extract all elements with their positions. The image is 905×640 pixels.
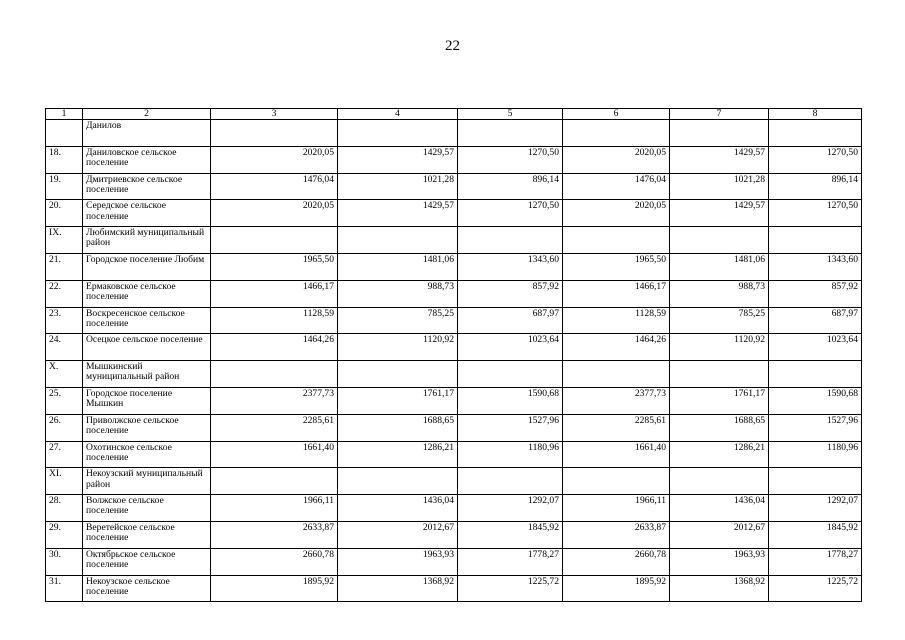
value-cell-col-7: 1429,57 bbox=[670, 200, 769, 227]
value-cell-col-7: 1021,28 bbox=[670, 173, 769, 200]
value-cell-col-8: 857,92 bbox=[769, 280, 862, 307]
value-cell-col-6: 2633,87 bbox=[563, 521, 670, 548]
value-cell-col-8: 1590,68 bbox=[769, 387, 862, 414]
table-row bbox=[46, 200, 862, 227]
table-row bbox=[46, 146, 862, 173]
value-cell-col-6: 1128,59 bbox=[563, 307, 670, 334]
row-number-cell: 21. bbox=[46, 253, 83, 280]
table-row bbox=[46, 387, 862, 414]
value-cell-col-3 bbox=[211, 468, 338, 495]
column-header: 7 bbox=[670, 109, 769, 120]
value-cell-col-6: 2020,05 bbox=[563, 200, 670, 227]
settlement-name-cell: Охотинское сельское поселение bbox=[83, 441, 211, 468]
row-number-cell: X. bbox=[46, 361, 83, 388]
row-number-cell: 20. bbox=[46, 200, 83, 227]
value-cell-col-6: 2020,05 bbox=[563, 146, 670, 173]
settlement-name-cell: Октябрьское сельское поселение bbox=[83, 548, 211, 575]
settlement-name-cell: Приволжское сельское поселение bbox=[83, 414, 211, 441]
value-cell-col-5: 1590,68 bbox=[458, 387, 563, 414]
value-cell-col-3: 1965,50 bbox=[211, 253, 338, 280]
value-cell-col-7: 1429,57 bbox=[670, 146, 769, 173]
value-cell-col-4: 1120,92 bbox=[338, 334, 458, 361]
value-cell-col-5: 1292,07 bbox=[458, 495, 563, 522]
value-cell-col-7 bbox=[670, 227, 769, 254]
table-row bbox=[46, 120, 862, 147]
value-cell-col-8: 1270,50 bbox=[769, 146, 862, 173]
value-cell-col-7: 1688,65 bbox=[670, 414, 769, 441]
table-row bbox=[46, 173, 862, 200]
table-row bbox=[46, 468, 862, 495]
value-cell-col-6: 2377,73 bbox=[563, 387, 670, 414]
value-cell-col-8: 1225,72 bbox=[769, 575, 862, 602]
table-row bbox=[46, 253, 862, 280]
settlement-name-cell: Некоузское сельское поселение bbox=[83, 575, 211, 602]
value-cell-col-4: 1761,17 bbox=[338, 387, 458, 414]
value-cell-col-4: 1021,28 bbox=[338, 173, 458, 200]
value-cell-col-8: 1845,92 bbox=[769, 521, 862, 548]
row-number-cell: 27. bbox=[46, 441, 83, 468]
value-cell-col-6: 2660,78 bbox=[563, 548, 670, 575]
row-number-cell: 29. bbox=[46, 521, 83, 548]
column-header: 2 bbox=[83, 109, 211, 120]
settlement-name-cell: Мышкинский муниципальный район bbox=[83, 361, 211, 388]
row-number-cell: 22. bbox=[46, 280, 83, 307]
value-cell-col-8 bbox=[769, 468, 862, 495]
row-number-cell: 18. bbox=[46, 146, 83, 173]
value-cell-col-7: 1963,93 bbox=[670, 548, 769, 575]
row-number-cell: 28. bbox=[46, 495, 83, 522]
settlement-name-cell: Даниловское сельское поселение bbox=[83, 146, 211, 173]
value-cell-col-8: 1778,27 bbox=[769, 548, 862, 575]
value-cell-col-5 bbox=[458, 120, 563, 147]
value-cell-col-6: 2285,61 bbox=[563, 414, 670, 441]
value-cell-col-3: 2660,78 bbox=[211, 548, 338, 575]
value-cell-col-3: 2285,61 bbox=[211, 414, 338, 441]
settlement-name-cell: Некоузский муниципальный район bbox=[83, 468, 211, 495]
table-row bbox=[46, 575, 862, 602]
value-cell-col-5: 1023,64 bbox=[458, 334, 563, 361]
row-number-cell: 30. bbox=[46, 548, 83, 575]
row-number-cell: IX. bbox=[46, 227, 83, 254]
value-cell-col-7 bbox=[670, 120, 769, 147]
table-row bbox=[46, 361, 862, 388]
value-cell-col-5: 857,92 bbox=[458, 280, 563, 307]
column-header: 3 bbox=[211, 109, 338, 120]
value-cell-col-5: 1270,50 bbox=[458, 146, 563, 173]
settlement-name-cell: Веретейское сельское поселение bbox=[83, 521, 211, 548]
table-row bbox=[46, 495, 862, 522]
row-number-cell: 31. bbox=[46, 575, 83, 602]
value-cell-col-3: 1661,40 bbox=[211, 441, 338, 468]
value-cell-col-3: 1464,26 bbox=[211, 334, 338, 361]
row-number-cell: 26. bbox=[46, 414, 83, 441]
value-cell-col-7: 2012,67 bbox=[670, 521, 769, 548]
column-header: 6 bbox=[563, 109, 670, 120]
value-cell-col-4: 785,25 bbox=[338, 307, 458, 334]
value-cell-col-3: 1966,11 bbox=[211, 495, 338, 522]
value-cell-col-3: 1128,59 bbox=[211, 307, 338, 334]
value-cell-col-5 bbox=[458, 361, 563, 388]
value-cell-col-3: 1895,92 bbox=[211, 575, 338, 602]
value-cell-col-4 bbox=[338, 120, 458, 147]
value-cell-col-8: 687,97 bbox=[769, 307, 862, 334]
value-cell-col-8 bbox=[769, 227, 862, 254]
value-cell-col-6: 1466,17 bbox=[563, 280, 670, 307]
value-cell-col-8: 1180,96 bbox=[769, 441, 862, 468]
value-cell-col-7: 1481,06 bbox=[670, 253, 769, 280]
value-cell-col-8: 1527,96 bbox=[769, 414, 862, 441]
table-row bbox=[46, 334, 862, 361]
settlement-name-cell: Воскресенское сельское поселение bbox=[83, 307, 211, 334]
value-cell-col-6 bbox=[563, 227, 670, 254]
value-cell-col-4: 988,73 bbox=[338, 280, 458, 307]
value-cell-col-3: 2633,87 bbox=[211, 521, 338, 548]
value-cell-col-8: 1292,07 bbox=[769, 495, 862, 522]
row-number-cell: XI. bbox=[46, 468, 83, 495]
value-cell-col-7: 785,25 bbox=[670, 307, 769, 334]
row-number-cell: 25. bbox=[46, 387, 83, 414]
table-row bbox=[46, 521, 862, 548]
value-cell-col-3: 2020,05 bbox=[211, 146, 338, 173]
value-cell-col-6: 1965,50 bbox=[563, 253, 670, 280]
value-cell-col-3: 2020,05 bbox=[211, 200, 338, 227]
table-row bbox=[46, 548, 862, 575]
value-cell-col-6 bbox=[563, 120, 670, 147]
value-cell-col-5: 1225,72 bbox=[458, 575, 563, 602]
value-cell-col-7: 1286,21 bbox=[670, 441, 769, 468]
value-cell-col-4: 1429,57 bbox=[338, 146, 458, 173]
value-cell-col-4: 1429,57 bbox=[338, 200, 458, 227]
settlement-name-cell: Городское поселение Любим bbox=[83, 253, 211, 280]
value-cell-col-4: 1436,04 bbox=[338, 495, 458, 522]
value-cell-col-6: 1464,26 bbox=[563, 334, 670, 361]
value-cell-col-3: 1476,04 bbox=[211, 173, 338, 200]
value-cell-col-4: 1963,93 bbox=[338, 548, 458, 575]
value-cell-col-7: 1120,92 bbox=[670, 334, 769, 361]
value-cell-col-7: 1368,92 bbox=[670, 575, 769, 602]
value-cell-col-6: 1895,92 bbox=[563, 575, 670, 602]
value-cell-col-8 bbox=[769, 361, 862, 388]
column-header: 4 bbox=[338, 109, 458, 120]
column-header: 8 bbox=[769, 109, 862, 120]
table-row bbox=[46, 280, 862, 307]
value-cell-col-7 bbox=[670, 361, 769, 388]
value-cell-col-5: 1778,27 bbox=[458, 548, 563, 575]
value-cell-col-5 bbox=[458, 227, 563, 254]
settlement-name-cell: Дмитриевское сельское поселение bbox=[83, 173, 211, 200]
row-number-cell bbox=[46, 120, 83, 147]
value-cell-col-4: 1286,21 bbox=[338, 441, 458, 468]
value-cell-col-5: 1845,92 bbox=[458, 521, 563, 548]
settlement-name-cell: Данилов bbox=[83, 120, 211, 147]
value-cell-col-7: 1436,04 bbox=[670, 495, 769, 522]
value-cell-col-4: 1481,06 bbox=[338, 253, 458, 280]
value-cell-col-5: 687,97 bbox=[458, 307, 563, 334]
value-cell-col-4: 1688,65 bbox=[338, 414, 458, 441]
value-cell-col-7: 988,73 bbox=[670, 280, 769, 307]
value-cell-col-6 bbox=[563, 361, 670, 388]
settlement-name-cell: Ермаковское сельское поселение bbox=[83, 280, 211, 307]
value-cell-col-8: 896,14 bbox=[769, 173, 862, 200]
value-cell-col-4: 2012,67 bbox=[338, 521, 458, 548]
page-number: 22 bbox=[445, 38, 460, 54]
value-cell-col-6 bbox=[563, 468, 670, 495]
data-table bbox=[45, 108, 862, 602]
value-cell-col-8: 1023,64 bbox=[769, 334, 862, 361]
settlement-name-cell: Любимский муниципальный район bbox=[83, 227, 211, 254]
value-cell-col-8: 1343,60 bbox=[769, 253, 862, 280]
row-number-cell: 23. bbox=[46, 307, 83, 334]
value-cell-col-8 bbox=[769, 120, 862, 147]
value-cell-col-7 bbox=[670, 468, 769, 495]
settlement-name-cell: Городское поселение Мышкин bbox=[83, 387, 211, 414]
value-cell-col-6: 1966,11 bbox=[563, 495, 670, 522]
value-cell-col-6: 1661,40 bbox=[563, 441, 670, 468]
table-body bbox=[46, 109, 862, 602]
value-cell-col-3: 1466,17 bbox=[211, 280, 338, 307]
value-cell-col-4: 1368,92 bbox=[338, 575, 458, 602]
value-cell-col-5: 1343,60 bbox=[458, 253, 563, 280]
table-row bbox=[46, 227, 862, 254]
value-cell-col-5 bbox=[458, 468, 563, 495]
settlement-name-cell: Осецкое сельское поселение bbox=[83, 334, 211, 361]
table-row bbox=[46, 307, 862, 334]
value-cell-col-8: 1270,50 bbox=[769, 200, 862, 227]
value-cell-col-3: 2377,73 bbox=[211, 387, 338, 414]
row-number-cell: 19. bbox=[46, 173, 83, 200]
value-cell-col-3 bbox=[211, 120, 338, 147]
value-cell-col-3 bbox=[211, 361, 338, 388]
value-cell-col-7: 1761,17 bbox=[670, 387, 769, 414]
value-cell-col-3 bbox=[211, 227, 338, 254]
column-header: 1 bbox=[46, 109, 83, 120]
settlement-name-cell: Волжское сельское поселение bbox=[83, 495, 211, 522]
value-cell-col-6: 1476,04 bbox=[563, 173, 670, 200]
table-row bbox=[46, 441, 862, 468]
value-cell-col-4 bbox=[338, 468, 458, 495]
value-cell-col-5: 896,14 bbox=[458, 173, 563, 200]
value-cell-col-5: 1180,96 bbox=[458, 441, 563, 468]
value-cell-col-4 bbox=[338, 227, 458, 254]
value-cell-col-5: 1270,50 bbox=[458, 200, 563, 227]
value-cell-col-5: 1527,96 bbox=[458, 414, 563, 441]
column-header: 5 bbox=[458, 109, 563, 120]
row-number-cell: 24. bbox=[46, 334, 83, 361]
value-cell-col-4 bbox=[338, 361, 458, 388]
settlement-name-cell: Середское сельское поселение bbox=[83, 200, 211, 227]
table-header-row bbox=[46, 109, 862, 120]
table-row bbox=[46, 414, 862, 441]
